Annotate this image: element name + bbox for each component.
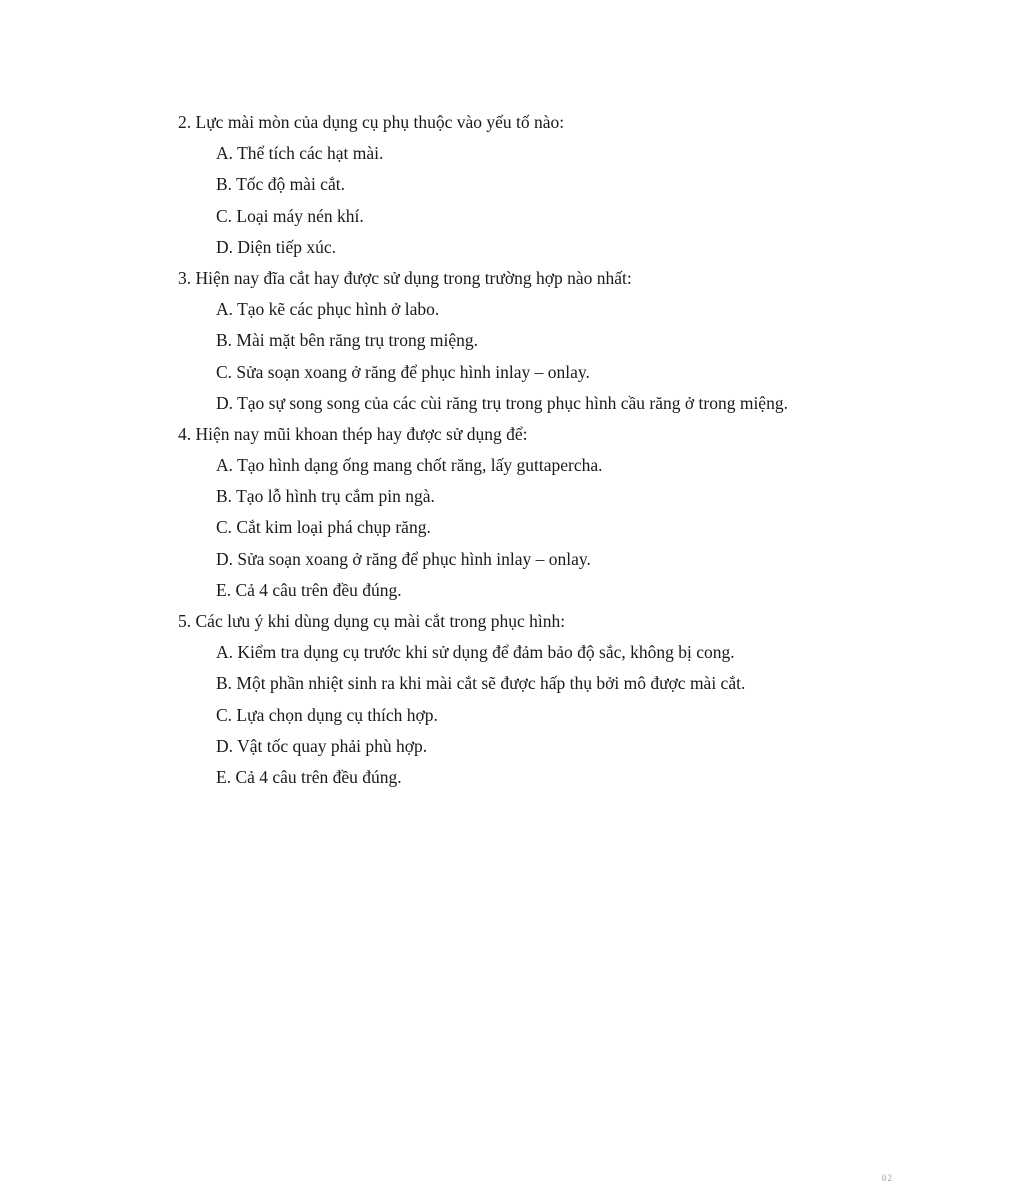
answer-option-b: B. Một phần nhiệt sinh ra khi mài cắt sẽ được hấp thụ bởi mô được mài cắt. <box>216 673 746 694</box>
answer-option-a: A. Kiểm tra dụng cụ trước khi sử dụng để đảm bảo độ sắc, không bị cong. <box>216 642 735 663</box>
answer-option-a: A. Thể tích các hạt mài. <box>216 143 384 164</box>
answer-option-b: B. Mài mặt bên răng trụ trong miệng. <box>216 330 478 351</box>
question-stem: 5. Các lưu ý khi dùng dụng cụ mài cắt trong phục hình: <box>178 611 566 631</box>
answer-option-d: D. Sửa soạn xoang ở răng để phục hình inlay – onlay. <box>216 548 591 569</box>
answer-option-a: A. Tạo kẽ các phục hình ở labo. <box>216 299 440 320</box>
page-number: 02 <box>882 1173 893 1183</box>
answer-option-c: C. Sửa soạn xoang ở răng để phục hình inlay – onlay. <box>216 361 590 382</box>
question-4 <box>178 419 978 606</box>
answer-option-d: D. Tạo sự song song của các cùi răng trụ trong phục hình cầu răng ở trong miệng. <box>216 392 788 413</box>
question-stem: 2. Lực mài mòn của dụng cụ phụ thuộc vào yếu tố nào: <box>178 112 565 132</box>
answer-option-a: A. Tạo hình dạng ống mang chốt răng, lấy guttapercha. <box>216 455 603 476</box>
answer-option-c: C. Lựa chọn dụng cụ thích hợp. <box>216 704 438 725</box>
answer-option-e: E. Cả 4 câu trên đều đúng. <box>216 579 402 600</box>
answer-option-c: C. Loại máy nén khí. <box>216 205 364 226</box>
question-2 <box>178 107 978 263</box>
question-stem: 4. Hiện nay mũi khoan thép hay được sử dụng để: <box>178 423 528 444</box>
answer-option-b: B. Tạo lỗ hình trụ cắm pin ngà. <box>216 486 435 507</box>
answer-option-d: D. Diện tiếp xúc. <box>216 236 337 257</box>
question-stem: 3. Hiện nay đĩa cắt hay được sử dụng trong trường hợp nào nhất: <box>178 267 632 288</box>
question-5 <box>178 606 978 793</box>
answer-option-e: E. Cả 4 câu trên đều đúng. <box>216 766 402 787</box>
answer-option-d: D. Vật tốc quay phải phù hợp. <box>216 735 428 756</box>
question-list <box>178 107 978 793</box>
answer-option-b: B. Tốc độ mài cắt. <box>216 174 345 195</box>
answer-option-c: C. Cắt kim loại phá chụp răng. <box>216 517 431 538</box>
question-3 <box>178 263 978 419</box>
